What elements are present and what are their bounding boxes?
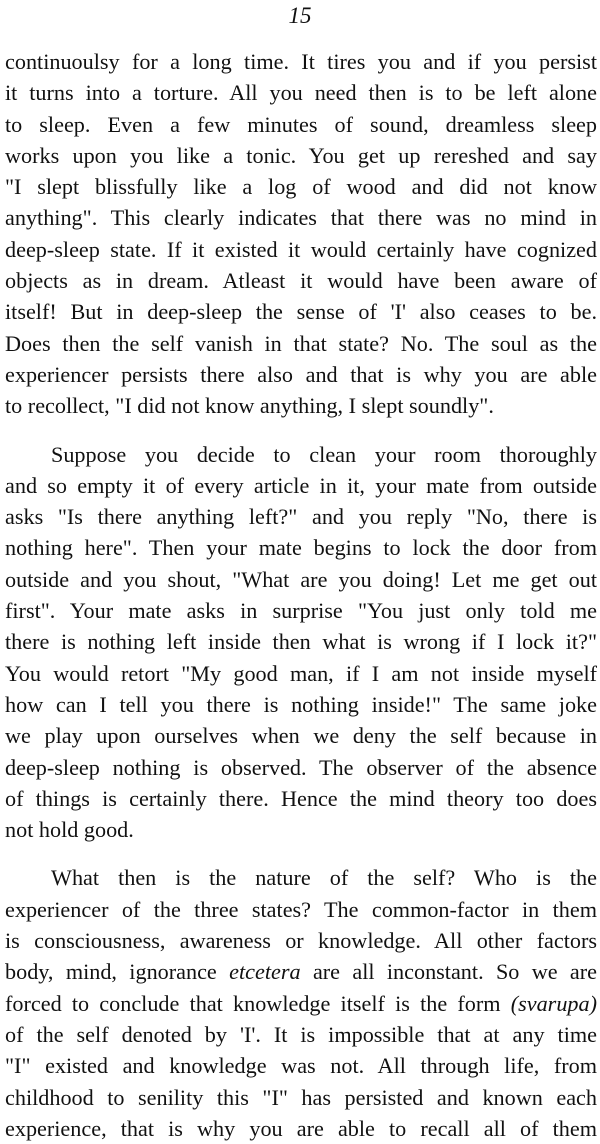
text-line: first". Your mate asks in surprise "You just only told me [5,598,597,624]
text-segment: forced to conclude that knowledge itself is the form [5,990,501,1016]
text-line: What then is the nature of the self? Who is the [51,865,597,891]
italic-term-etcetera: etcetera [229,959,301,985]
text-line: experience, that is why you are able to recall all of them [5,1115,597,1141]
text-line: we play upon ourselves when we deny the self because in [5,723,597,749]
paragraph-gap [5,845,597,862]
paragraph-1 [5,46,597,422]
text-line: Suppose you decide to clean your room thoroughly [51,441,597,467]
text-line: of things is certainly there. Hence the mind theory too does [5,785,597,811]
text-line: of the self denoted by 'I'. It is impossible that at any time [5,1021,597,1047]
text-line: deep-sleep nothing is observed. The observer of the absence [5,754,597,780]
text-line: anything". This clearly indicates that there was no mind in [5,205,597,231]
page-body [5,46,597,1144]
italic-term-svarupa: (svarupa) [510,990,597,1016]
text-line: experiencer persists there also and that is why you are able [5,361,597,387]
text-line: You would retort "My good man, if I am not inside myself [5,660,597,686]
text-line: to sleep. Even a few minutes of sound, dreamless sleep [5,111,597,137]
text-line: it turns into a torture. All you need then is to be left alone [5,80,597,106]
text-line: works upon you like a tonic. You get up rereshed and say [5,142,597,168]
text-line: nothing here". Then your mate begins to lock the door from [5,535,597,561]
page-number: 15 [288,3,312,28]
text-line: continuoulsy for a long time. It tires you and if you persist [5,49,597,74]
text-line: "I slept blissfully like a log of wood and did not know [5,174,597,200]
text-line: there is nothing left inside then what is wrong if I lock it?" [5,629,597,655]
text-line: not hold good. [5,817,134,843]
text-segment: body, mind, ignorance [5,959,217,985]
text-line: how can I tell you there is nothing inside!" The same joke [5,691,597,717]
paragraph-2 [5,439,597,846]
paragraph-3 [5,862,597,1144]
text-line-with-italic [5,956,597,987]
text-line: itself! But in deep-sleep the sense of 'I' also ceases to be. [5,299,597,325]
text-line: childhood to senility this "I" has persisted and known each [5,1084,597,1110]
text-segment: are all inconstant. So we are [312,959,598,985]
text-line: objects as in dream. Atleast it would have been aware of [5,268,597,294]
text-line: outside and you shout, "What are you doing! Let me get out [5,566,597,592]
text-line: deep-sleep state. If it existed it would certainly have cognized [5,236,597,262]
text-line: "I" existed and knowledge was not. All through life, from [5,1053,597,1079]
text-line: is consciousness, awareness or knowledge. All other factors [5,928,597,954]
text-line: Does then the self vanish in that state? No. The soul as the [5,330,597,356]
paragraph-gap [5,422,597,439]
text-line: to recollect, "I did not know anything, I slept soundly". [5,393,494,419]
text-line-with-italic [5,988,597,1019]
text-line: experiencer of the three states? The common-factor in them [5,896,597,922]
text-line: asks "Is there anything left?" and you reply "No, there is [5,504,597,530]
text-line: and so empty it of every article in it, your mate from outside [5,472,597,498]
